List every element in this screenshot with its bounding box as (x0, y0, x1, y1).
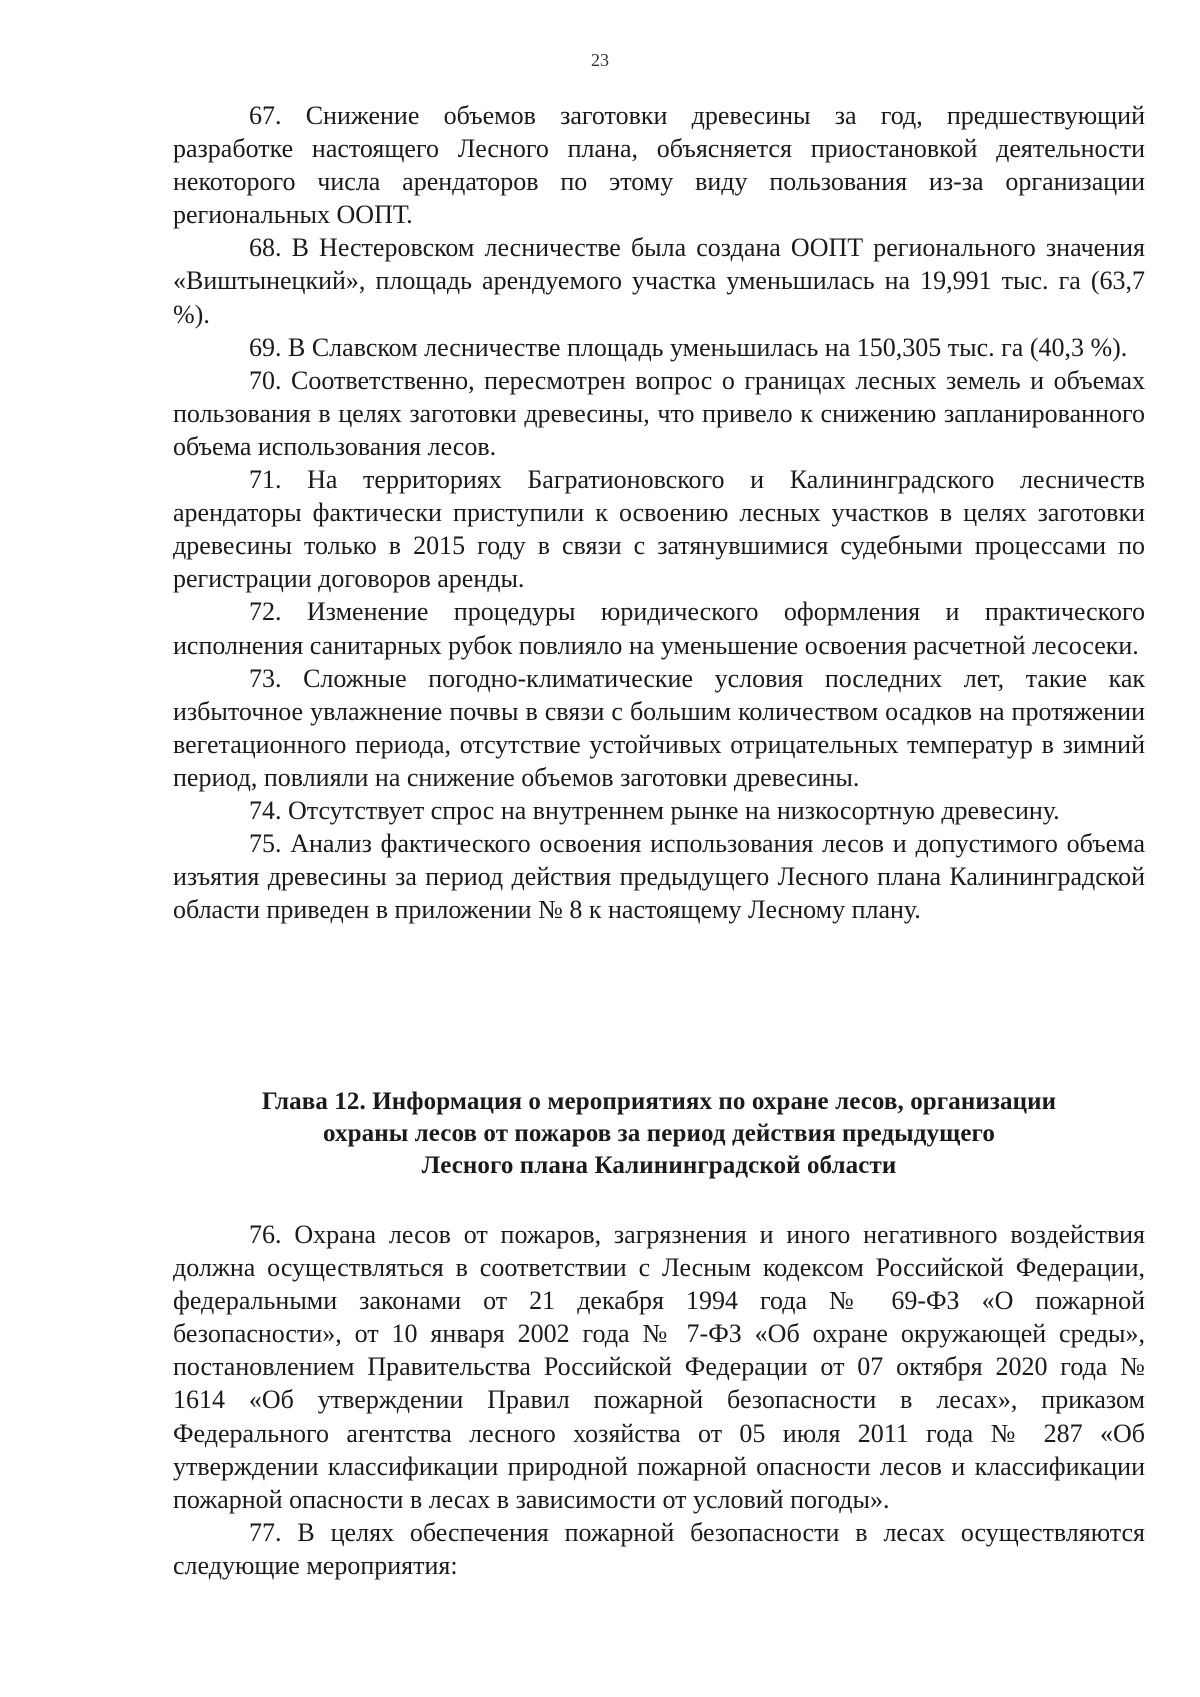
page-number: 23 (591, 50, 609, 70)
paragraph-74: 74. Отсутствует спрос на внутреннем рынке на низкосортную древесину. (249, 795, 1060, 825)
paragraphs-before-chapter (173, 99, 1145, 926)
paragraph-67: 67. Снижение объемов заготовки древесины за год, предшествующий разработке настоящего Лесного плана, объясняется приостановкой деятельности некоторого числа арендаторов по этому виду пользования из-за организации региональных ООПТ. (173, 101, 1145, 230)
paragraph-70: 70. Соответственно, пересмотрен вопрос о границах лесных земель и объемах пользования в целях заготовки древесины, что привело к снижению запланированного объема использования лесов. (173, 365, 1145, 461)
paragraph-77: 77. В целях обеспечения пожарной безопасности в лесах осуществляются следующие мероприятия: (173, 1517, 1145, 1580)
paragraph-76: 76. Охрана лесов от пожаров, загрязнения и иного негативного воздействия должна осуществляться в соответствии с Лесным кодексом Российской Федерации, федеральными законами от 21 декабря 1994 года № 69-ФЗ «О пожарной безопасности», от 10 января 2002 года № 7-ФЗ «Об охране окружающей среды», постановлением Правительства Российской Федерации от 07 октября 2020 года № 1614 «Об утверждении Правил пожарной безопасности в лесах», приказом Федерального агентства лесного хозяйства от 05 июля 2011 года № 287 «Об утверждении классификации природной пожарной опасности лесов и классификации пожарной опасности в лесах в зависимости от условий погоды». (173, 1220, 1145, 1514)
paragraph-75: 75. Анализ фактического освоения использования лесов и допустимого объема изъятия древесины за период действия предыдущего Лесного плана Калининградской области приведен в приложении № 8 к настоящему Лесному плану. (173, 829, 1145, 925)
chapter-heading-line-2: охраны лесов от пожаров за период действия предыдущего (323, 1120, 995, 1147)
paragraph-72: 72. Изменение процедуры юридического оформления и практического исполнения санитарных рубок повлияло на уменьшение освоения расчетной лесосеки. (173, 597, 1145, 660)
paragraph-68: 68. В Нестеровском лесничестве была создана ООПТ регионального значения «Виштынецкий», площадь арендуемого участка уменьшилась на 19,991 тыс. га (63,7 %). (173, 233, 1145, 329)
chapter-heading-line-1: Глава 12. Информация о мероприятиях по охране лесов, организации (261, 1088, 1057, 1115)
chapter-12-heading (173, 1086, 1145, 1182)
paragraph-69: 69. В Славском лесничестве площадь уменьшилась на 150,305 тыс. га (40,3 %). (249, 332, 1128, 362)
paragraph-73: 73. Сложные погодно-климатические условия последних лет, такие как избыточное увлажнение почвы в связи с большим количеством осадков на протяжении вегетационного периода, отсутствие устойчивых отрицательных температур в зимний период, повлияли на снижение объемов заготовки древесины. (173, 663, 1145, 792)
paragraph-71: 71. На территориях Багратионовского и Калининградского лесничеств арендаторы фактически приступили к освоению лесных участков в целях заготовки древесины только в 2015 году в связи с затянувшимися судебными процессами по регистрации договоров аренды. (173, 465, 1145, 594)
paragraphs-after-chapter (173, 1218, 1145, 1582)
chapter-heading-line-3: Лесного плана Калининградской области (421, 1152, 897, 1179)
